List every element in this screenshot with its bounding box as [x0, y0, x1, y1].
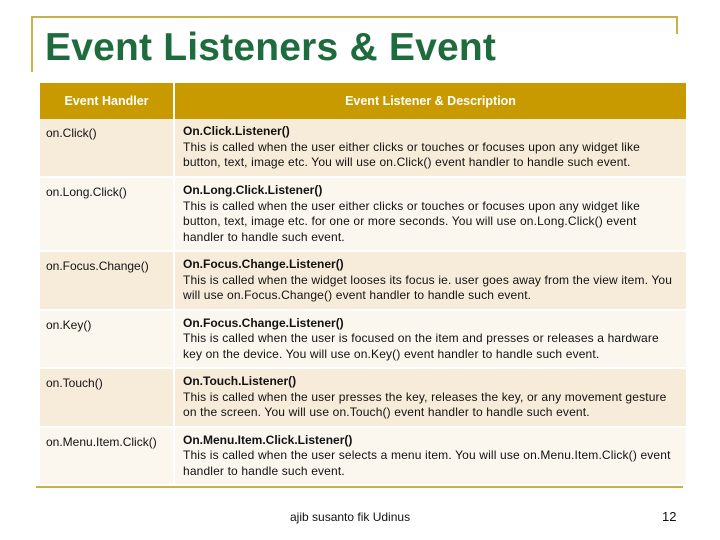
table-header-row — [40, 83, 686, 119]
table-row — [40, 251, 686, 310]
event-listeners-table — [40, 83, 686, 486]
table-row — [40, 427, 686, 486]
frame-line-right — [676, 16, 678, 34]
listener-description: This is called when the user is focused on the item and presses or releases a hardware key on the device. You will use on.Key() event handler to handle such event. — [183, 331, 659, 361]
title-container — [40, 26, 660, 80]
listener-description: This is called when the user presses the key, releases the key, or any movement gesture on the screen. You will use on.Touch() event handler to handle such event. — [183, 389, 667, 419]
description-cell — [174, 251, 686, 310]
handler-cell: on.Long.Click() — [40, 177, 174, 251]
table-row — [40, 368, 686, 427]
table-row — [40, 310, 686, 369]
listener-name: On.Long.Click.Listener() — [183, 183, 323, 197]
table-row — [40, 177, 686, 251]
table-row — [40, 119, 686, 177]
handler-cell: on.Menu.Item.Click() — [40, 427, 174, 486]
header-listener-description: Event Listener & Description — [174, 83, 686, 119]
description-cell — [174, 177, 686, 251]
listener-description: This is called when the user either clicks or touches or focuses upon any widget like button, text, image etc. You will use on.Click() event handler to handle such event. — [183, 139, 640, 169]
frame-line-bottom — [36, 486, 683, 488]
handler-cell: on.Touch() — [40, 368, 174, 427]
listener-name: On.Click.Listener() — [183, 124, 290, 138]
handler-cell: on.Click() — [40, 119, 174, 177]
handler-cell: on.Key() — [40, 310, 174, 369]
frame-line-top — [33, 16, 678, 18]
handler-cell: on.Focus.Change() — [40, 251, 174, 310]
description-cell — [174, 310, 686, 369]
description-cell — [174, 119, 686, 177]
header-event-handler: Event Handler — [40, 83, 174, 119]
listener-description: This is called when the user either clicks or touches or focuses upon any widget like button, text, image etc. for one or more seconds. You will use on.Long.Click() event handler to handle such event. — [183, 198, 640, 244]
listener-name: On.Touch.Listener() — [183, 374, 297, 388]
listener-description: This is called when the widget looses its focus ie. user goes away from the view item. You will use on.Focus.Change() event handler to handle such event. — [183, 272, 673, 302]
listener-name: On.Focus.Change.Listener() — [183, 257, 344, 271]
slide-title: Event Listeners & Event — [45, 26, 497, 69]
footer-author: ajib susanto fik Udinus — [290, 510, 411, 524]
description-cell — [174, 368, 686, 427]
frame-line-left — [31, 16, 33, 72]
listener-name: On.Menu.Item.Click.Listener() — [183, 432, 353, 447]
listener-description: This is called when the user selects a menu item. You will use on.Menu.Item.Click() event handler to handle such event. — [183, 448, 671, 478]
listener-name: On.Focus.Change.Listener() — [183, 315, 344, 330]
page-number: 12 — [662, 509, 677, 524]
description-cell — [174, 427, 686, 486]
